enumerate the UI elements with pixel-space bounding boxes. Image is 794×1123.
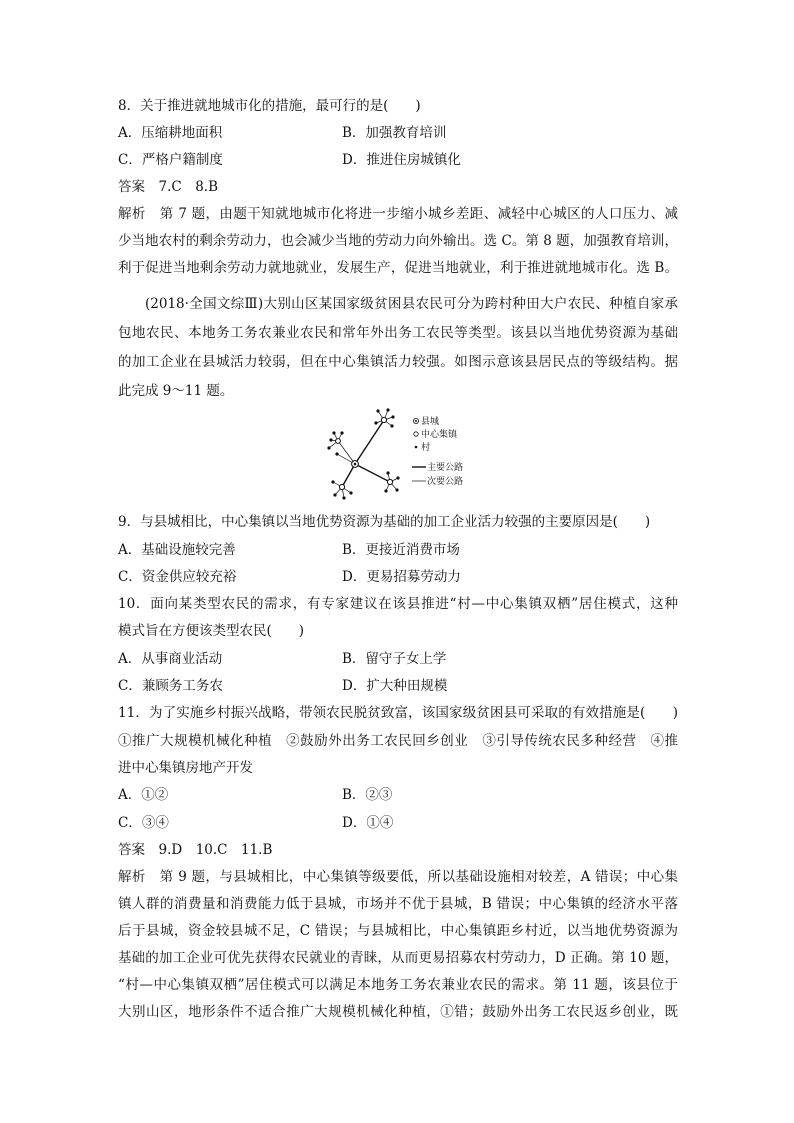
analysis-9-11-line: 基础的加工企业可优先获得农民就业的青睐，从而更易招募农村劳动力，D 正确。第 10 题， bbox=[118, 950, 678, 966]
question-11-stem: 11．为了实施乡村振兴战略，带领农民脱贫致富，该国家级贫困县可采取的有效措施是( ) bbox=[118, 705, 678, 721]
question-8-option-c: C．严格户籍制度 bbox=[118, 152, 223, 168]
question-9-option-b: B．更接近消费市场 bbox=[342, 542, 460, 558]
passage-line: (2018·全国文综Ⅲ)大别山区某国家级贫困县农民可分为跨村种田大户农民、种植自家承 bbox=[145, 296, 678, 312]
question-11-option-b: B．②③ bbox=[342, 787, 393, 803]
passage-line: 此完成 9～11 题。 bbox=[118, 383, 234, 399]
analysis-9-11-line: 后于县城，资金较县城不足，C 错误；与县城相比，中心集镇距乡村近，以当地优势资源为 bbox=[118, 923, 678, 939]
question-10-option-c: C．兼顾务工务农 bbox=[118, 678, 223, 694]
question-11-option-c: C．③④ bbox=[118, 815, 169, 831]
analysis-7-8-line: 解析 第 7 题，由题干知就地城市化将进一步缩小城乡差距、减轻中心城区的人口压力、减 bbox=[118, 206, 678, 222]
settlement-diagram bbox=[322, 407, 482, 502]
answer-9-11: 答案 9.D 10.C 11.B bbox=[118, 842, 273, 858]
legend-minor-road-label: 次要公路 bbox=[427, 477, 464, 487]
settlement-hierarchy-figure bbox=[322, 407, 482, 502]
analysis-9-11-line: 镇人群的消费量和消费能力低于县城，市场并不优于县城，B 错误；中心集镇的经济水平落 bbox=[118, 896, 678, 912]
question-11-option-a: A．①② bbox=[118, 787, 169, 803]
main-roads bbox=[342, 420, 390, 487]
question-9-option-d: D．更易招募劳动力 bbox=[342, 569, 461, 585]
question-8-option-a: A．压缩耕地面积 bbox=[118, 125, 223, 141]
question-11-option-d: D．①④ bbox=[342, 815, 394, 831]
question-10-option-a: A．从事商业活动 bbox=[118, 651, 223, 667]
county-seat-marker bbox=[352, 461, 359, 468]
legend-main-road-label: 主要公路 bbox=[427, 463, 464, 473]
minor-roads bbox=[329, 410, 398, 498]
analysis-9-11-line: 解析 第 9 题，与县城相比，中心集镇等级要低，所以基础设施相对较差，A 错误；中心集 bbox=[118, 869, 678, 885]
passage-line: 包地农民、本地务工务农兼业农民和常年外出务工农民等类型。该县以当地优势资源为基础 bbox=[118, 325, 678, 341]
legend-labels bbox=[421, 415, 463, 487]
legend-town-label: 中心集镇 bbox=[421, 430, 458, 440]
legend-village-label: 村 bbox=[421, 443, 431, 453]
question-9-option-c: C．资金供应较充裕 bbox=[118, 569, 237, 585]
analysis-9-11-line: 大别山区，地形条件不适合推广大规模机械化种植，①错；鼓励外出务工农民返乡创业，既 bbox=[118, 1004, 678, 1020]
legend-county-label: 县城 bbox=[421, 417, 440, 427]
analysis-7-8-line: 利于促进当地剩余劳动力就地就业，发展生产，促进当地就业，利于推进就地城市化。选 B。 bbox=[118, 260, 678, 276]
question-10-stem: 模式旨在方便该类型农民( ) bbox=[118, 623, 305, 639]
question-10-stem: 10．面向某类型农民的需求，有专家建议在该县推进“村—中心集镇双栖”居住模式，这种 bbox=[118, 596, 678, 612]
question-8-stem: 8．关于推进就地城市化的措施，最可行的是( ) bbox=[118, 98, 421, 114]
analysis-7-8-line: 少当地农村的剩余劳动力，也会减少当地的劳动力向外输出。选 C。第 8 题，加强教育培训， bbox=[118, 233, 678, 249]
answer-7-8: 答案 7.C 8.B bbox=[118, 179, 219, 195]
question-11-stem: ①推广大规模机械化种植 ②鼓励外出务工农民回乡创业 ③引导传统农民多种经营 ④推 bbox=[118, 733, 678, 749]
passage-line: 的加工企业在县城活力较弱，但在中心集镇活力较强。如图示意该县居民点的等级结构。据 bbox=[118, 354, 678, 370]
village-dots bbox=[327, 408, 399, 499]
question-9-option-a: A．基础设施较完善 bbox=[118, 542, 236, 558]
analysis-9-11-line: “村—中心集镇双栖”居住模式可以满足本地务工务农兼业农民的需求。第 11 题，该县位于 bbox=[118, 977, 678, 993]
question-10-option-b: B．留守子女上学 bbox=[342, 651, 447, 667]
question-8-option-d: D．推进住房城镇化 bbox=[342, 152, 461, 168]
question-9-stem: 9．与县城相比，中心集镇以当地优势资源为基础的加工企业活力较强的主要原因是( ) bbox=[118, 514, 651, 530]
question-8-option-b: B．加强教育培训 bbox=[342, 125, 447, 141]
question-11-stem: 进中心集镇房地产开发 bbox=[118, 760, 253, 776]
question-10-option-d: D．扩大种田规模 bbox=[342, 678, 448, 694]
